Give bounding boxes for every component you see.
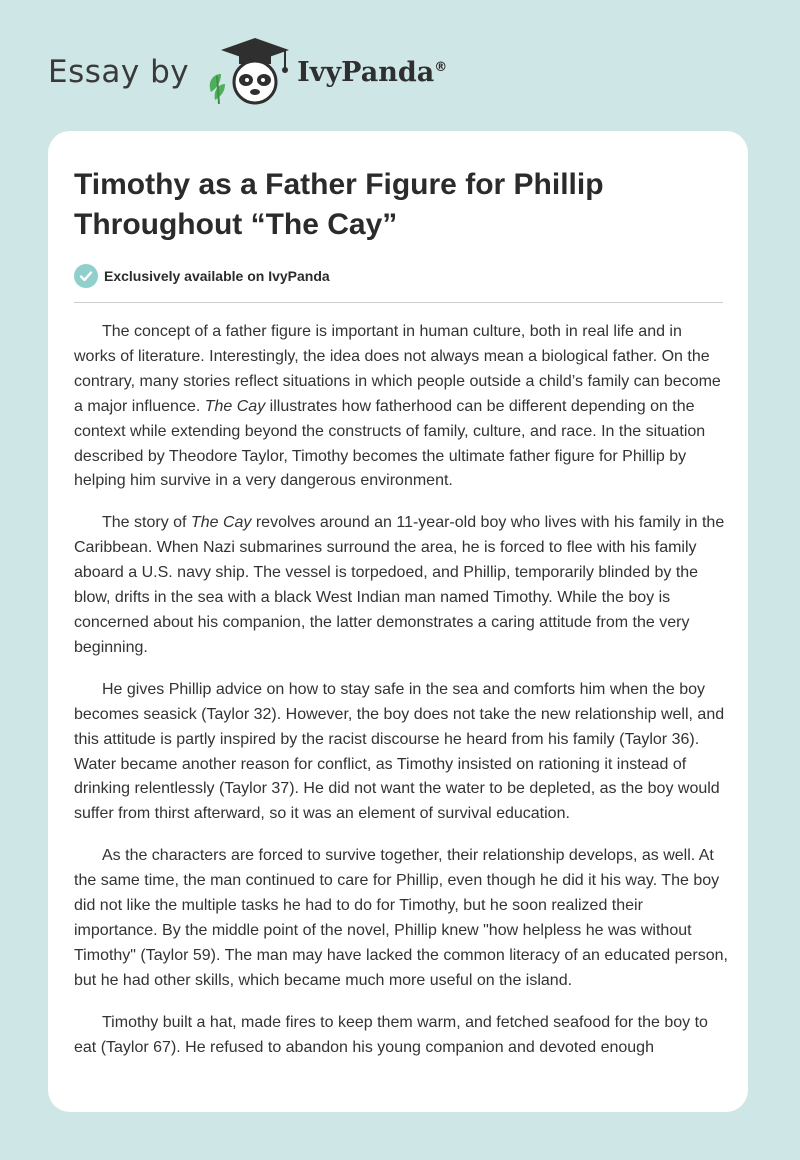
paragraph: Timothy built a hat, made fires to keep them warm, and fetched seafood for the boy to eat (Taylor 67). He refused to abandon his young companion and devoted enough <box>74 1013 708 1056</box>
brand-name[interactable] <box>297 57 447 88</box>
paragraph: He gives Phillip advice on how to stay safe in the sea and comforts him when the boy becomes seasick (Taylor 32). However, the boy does not take the new relationship well, and this attitude is partly inspired by the racist discourse he heard from his family (Taylor 36). Water became another reason for conflict, as Timothy insisted on rationing it instead of drinking relentlessly (Taylor 37). He did not want the water to be depleted, as the boy would suffer from thirst afterward, so it was an element of survival education. <box>74 680 725 823</box>
essay-card <box>48 131 748 1112</box>
divider <box>74 302 723 303</box>
brand-prefix: Essay by <box>48 54 190 90</box>
brand-name-text: IvyPanda <box>297 56 435 88</box>
registered-mark: ® <box>434 59 448 75</box>
checkmark-icon <box>74 264 98 288</box>
paragraph: The concept of a father figure is important in human culture, both in real life and in works of literature. Interestingly, the idea does not always mean a biological father. On the contrary, many stories reflect situations in which people outside a child’s family can become a major influence. The Cay illustrates how fatherhood can be different depending on the context while extending beyond the constructs of family, culture, and race. In the situation described by Theodore Taylor, Timothy becomes the ultimate father figure for Phillip by helping him survive in a very dangerous environment. <box>74 323 721 490</box>
book-title-italic: The Cay <box>204 397 266 415</box>
paragraph: As the characters are forced to survive together, their relationship develops, as well. At the same time, the man continued to care for Phillip, even though he did it his way. The boy did not like the multiple tasks he had to do for Timothy, but he soon realized their importance. By the middle point of the novel, Phillip knew "how helpless he was without Timothy" (Taylor 59). The man may have lacked the common literacy of an educated person, but he had other skills, which became much more useful on the island. <box>74 847 728 989</box>
essay-title: Timothy as a Father Figure for Phillip Throughout “The Cay” <box>74 168 604 241</box>
essay-body <box>74 320 728 1077</box>
book-title-italic: The Cay <box>190 514 252 532</box>
paragraph: The story of The Cay revolves around an 11-year-old boy who lives with his family in the Caribbean. When Nazi submarines surround the area, he is forced to flee with his family aboard a U.S. navy ship. The vessel is torpedoed, and Phillip, temporarily blinded by the blow, drifts in the sea with a black West Indian man named Timothy. While the boy is concerned about his companion, the latter demonstrates a caring attitude from the very beginning. <box>74 514 725 656</box>
site-header <box>48 36 447 108</box>
exclusive-badge-text: Exclusively available on IvyPanda <box>104 268 330 284</box>
exclusive-badge <box>74 264 330 288</box>
panda-logo-icon[interactable] <box>205 34 289 111</box>
